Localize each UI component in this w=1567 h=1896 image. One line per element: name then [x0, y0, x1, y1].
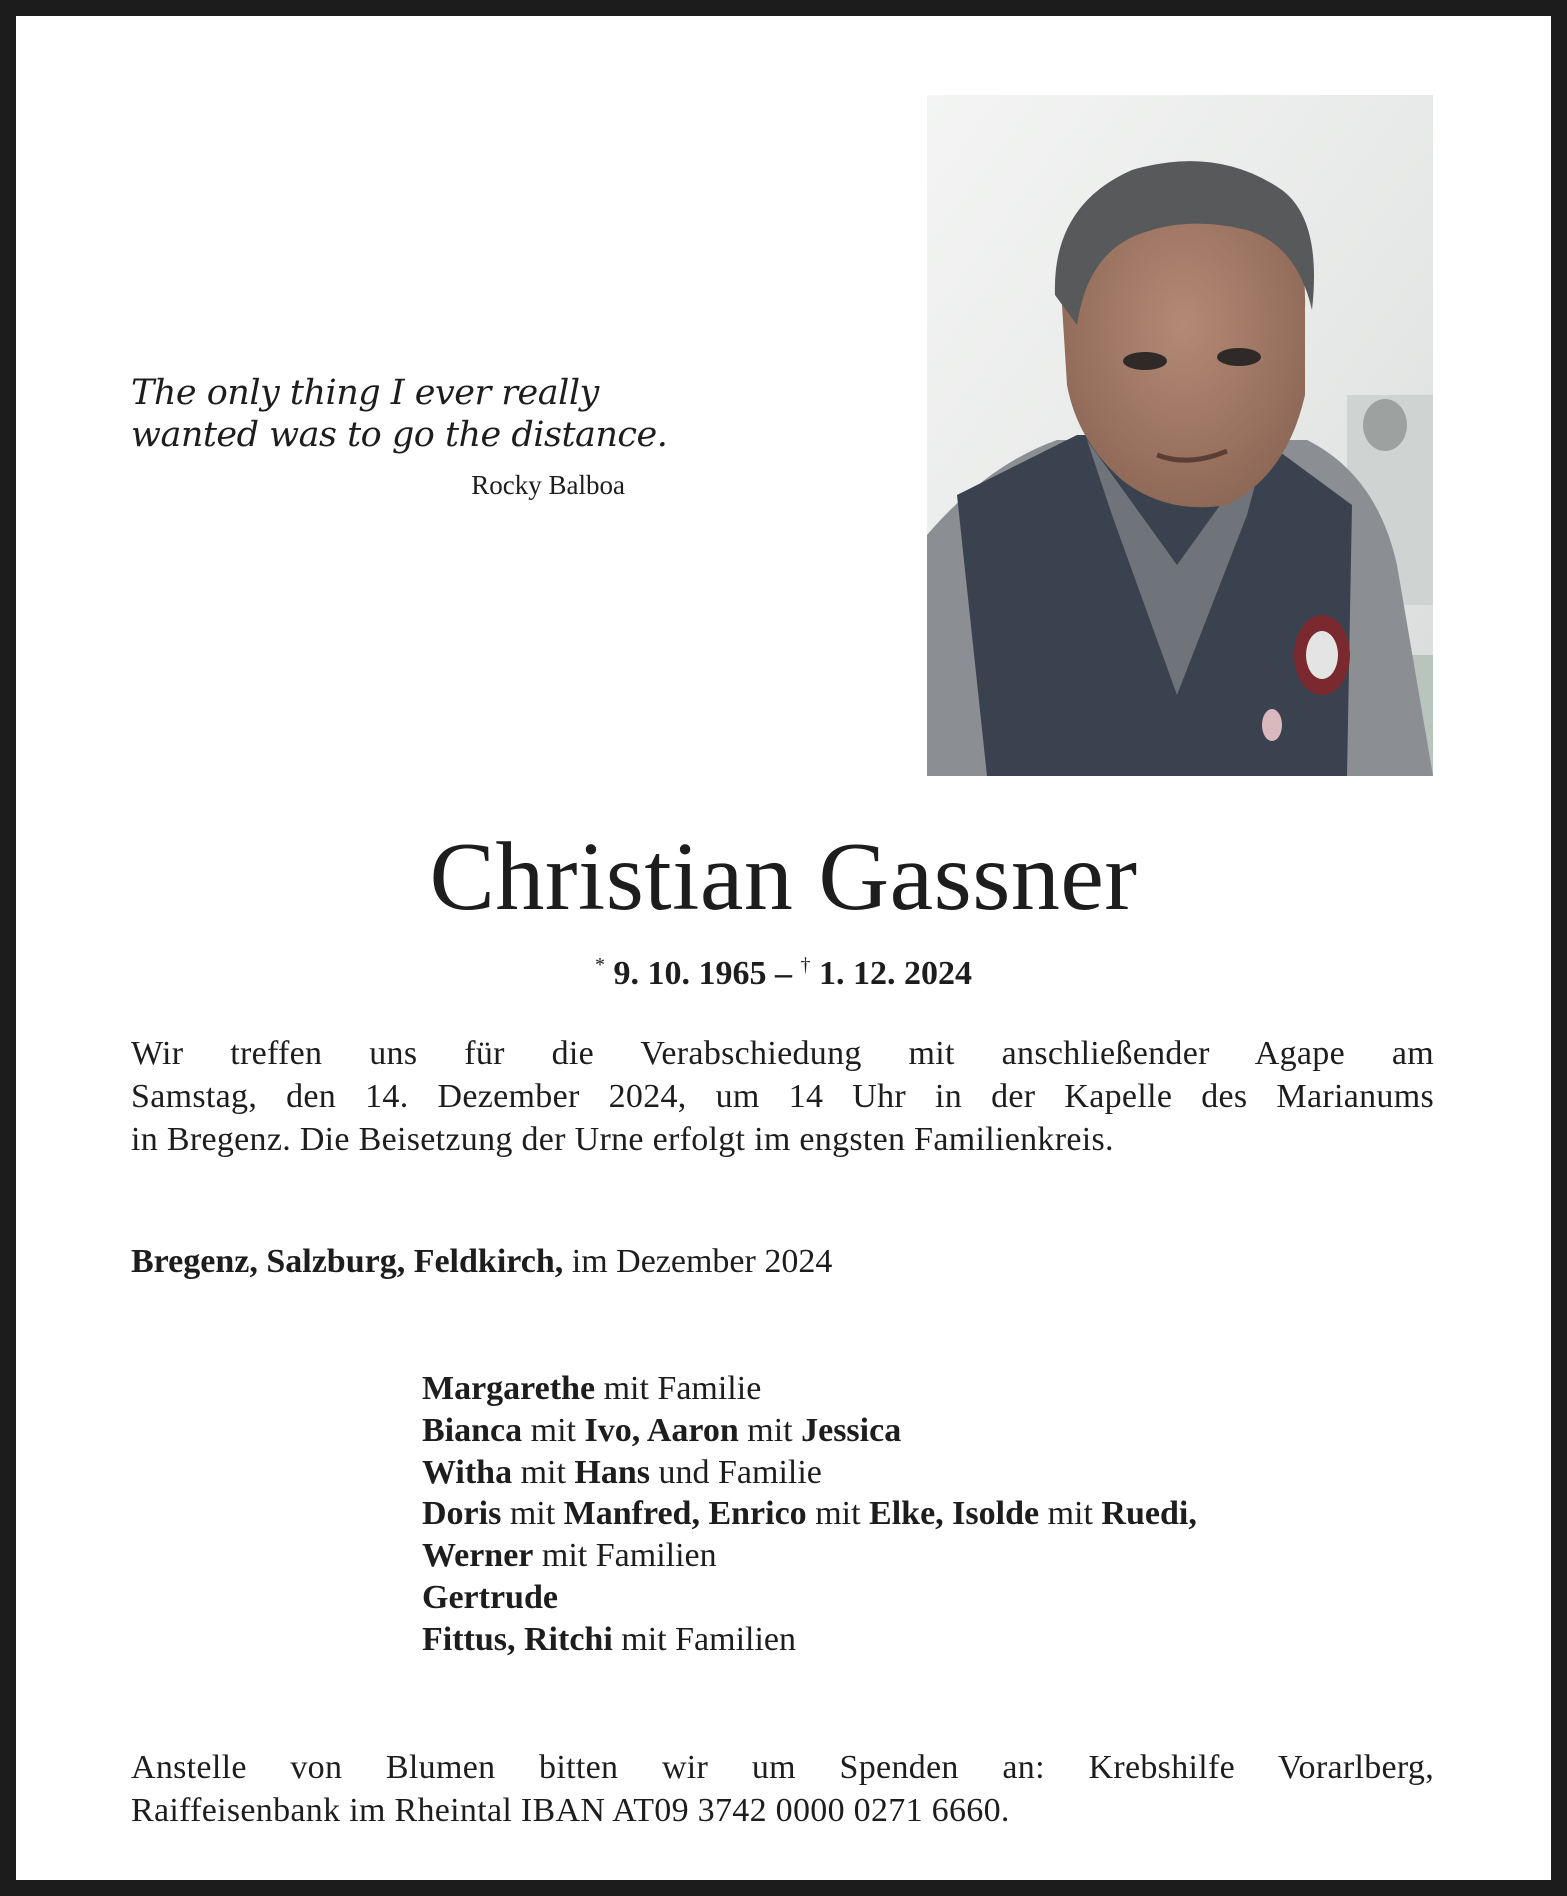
mourner-connector: und Familie — [650, 1453, 822, 1491]
quote-line: The only thing I ever really — [131, 373, 599, 413]
place-date: im Dezember 2024 — [563, 1243, 833, 1280]
mourner-connector: mit Familien — [533, 1537, 717, 1575]
mourner-line — [422, 1452, 1442, 1494]
announcement-line: Wir treffen uns für die Verabschiedung mit anschließender Agape am — [131, 1035, 1434, 1072]
obituary-page — [16, 16, 1551, 1880]
mourner-connector: mit Familie — [595, 1370, 762, 1407]
announcement-line: in Bregenz. Die Beisetzung der Urne erfolgt im engsten Familienkreis. — [131, 1121, 1114, 1158]
mourner-name: Ruedi, — [1101, 1495, 1197, 1533]
mourner-name: Margarethe — [422, 1370, 596, 1407]
mourner-connector: mit — [738, 1411, 802, 1449]
mourner-connector: mit — [501, 1495, 564, 1533]
mourner-connector: mit — [1039, 1495, 1102, 1533]
donation-line: Raiffeisenbank im Rheintal IBAN AT09 3742 0000 0271 6660. — [131, 1792, 1010, 1829]
mourner-line — [422, 1577, 1442, 1619]
mourner-connector: mit — [512, 1453, 575, 1491]
announcement-text — [131, 1032, 1434, 1161]
life-dates — [16, 944, 1551, 995]
announcement-line: Samstag, den 14. Dezember 2024, um 14 Uhr in der Kapelle des Marianums — [131, 1078, 1434, 1115]
birth-symbol: * — [595, 954, 605, 976]
mourners-list — [422, 1368, 1442, 1661]
mourner-name: Werner — [422, 1537, 534, 1575]
mourner-name: Manfred, Enrico — [563, 1495, 807, 1533]
deceased-name: Christian Gassner — [429, 823, 1138, 931]
mourner-line — [422, 1535, 1442, 1577]
mourner-connector: mit — [806, 1495, 870, 1533]
mourner-name: Doris — [422, 1495, 502, 1533]
mourner-name: Jessica — [801, 1411, 902, 1449]
mourner-name: Hans — [574, 1453, 651, 1491]
place-cities: Bregenz, Salzburg, Feldkirch, — [131, 1243, 564, 1280]
birth-date: 9. 10. 1965 — [613, 955, 767, 992]
mourner-name: Elke, Isolde — [869, 1495, 1040, 1533]
mourner-connector: mit — [522, 1411, 585, 1449]
death-date: 1. 12. 2024 — [819, 955, 972, 992]
date-separator: – — [766, 955, 801, 992]
mourner-name: Bianca — [422, 1411, 523, 1449]
quote — [131, 372, 668, 456]
donation-line: Anstelle von Blumen bitten wir um Spenden an: Krebshilfe Vorarlberg, — [131, 1749, 1434, 1786]
mourner-name: Gertrude — [422, 1578, 558, 1616]
mourner-line — [422, 1410, 1442, 1452]
mourner-connector: mit Familien — [612, 1620, 796, 1658]
portrait-photo — [927, 95, 1433, 776]
place-and-date — [131, 1241, 1434, 1283]
mourner-name: Fittus, Ritchi — [422, 1620, 613, 1658]
mourner-line — [422, 1493, 1442, 1535]
mourner-line — [422, 1619, 1442, 1661]
mourner-name: Witha — [422, 1453, 513, 1491]
mourner-name: Ivo, Aaron — [584, 1411, 739, 1449]
death-symbol: † — [800, 954, 811, 976]
quote-author: Rocky Balboa — [471, 470, 625, 500]
portrait-illustration — [927, 95, 1433, 776]
quote-line: wanted was to go the distance. — [131, 415, 668, 455]
mourner-line — [422, 1368, 1442, 1410]
donation-note — [131, 1746, 1434, 1832]
